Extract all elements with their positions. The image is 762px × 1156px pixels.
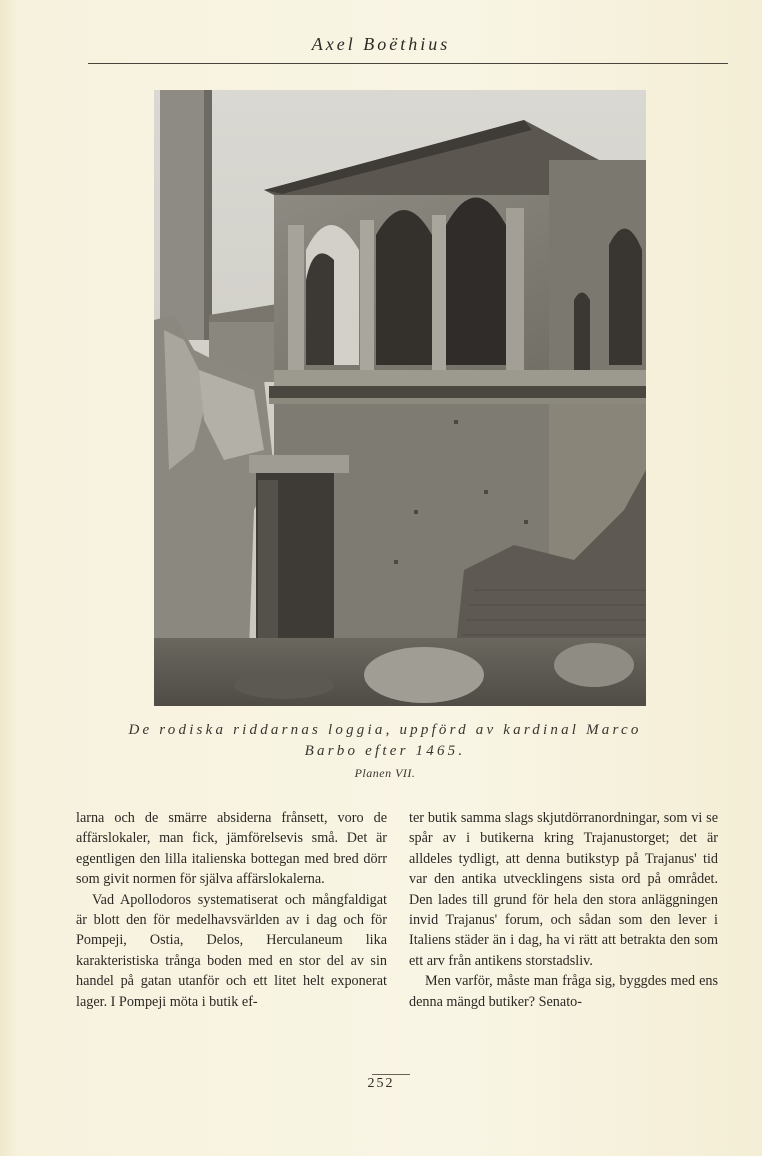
text-column-left: [76, 808, 387, 1012]
paragraph: Vad Apollodoros systematiserat och mångfaldigat är blott den för medelhavsvärlden av i dag och för Pompeji, Ostia, Delos, Herculaneum lika karakteristiska trånga boden med en stor del av sin handel på gatan utanför och ett litet helt exponerat lager. I Pompeji möta i butik ef-: [76, 891, 387, 1010]
loggia-illustration: [154, 90, 646, 706]
text-column-right: [409, 808, 718, 1012]
footer-rule: [372, 1074, 410, 1075]
plate-reference: Planen VII.: [354, 766, 416, 780]
running-head: Axel Boëthius: [311, 34, 451, 54]
paragraph: Men varför, måste man fråga sig, byggdes med ens denna mängd butiker? Senato-: [409, 973, 718, 1010]
figure-caption: De rodiska riddarnas loggia, uppförd av kardinal Marco: [128, 722, 642, 738]
figure-caption-continued: Barbo efter 1465.: [304, 743, 466, 759]
page-number: 252: [367, 1076, 395, 1091]
paragraph: larna och de smärre absiderna frånsett, voro de affärslokaler, man fick, jämförelsevis små. Det är egentligen den lilla italienska bottegan med bred dörr som givit normen för själva affärslokalerna.: [76, 810, 387, 888]
paragraph: ter butik samma slags skjutdörranordningar, som vi se spår av i butikerna kring Trajanustorget; det är alldeles tydligt, att denna butikstyp på Trajanus' tid var den antika utvecklingens sista ord på området. Den lades till grund för hela den stora anläggningen invid Trajanus' forum, och sådan som den lever i Italiens städer än i dag, ha vi rätt att betrakta den som ett arv från antikens storstadsliv.: [409, 810, 718, 969]
header-rule: [88, 63, 728, 64]
